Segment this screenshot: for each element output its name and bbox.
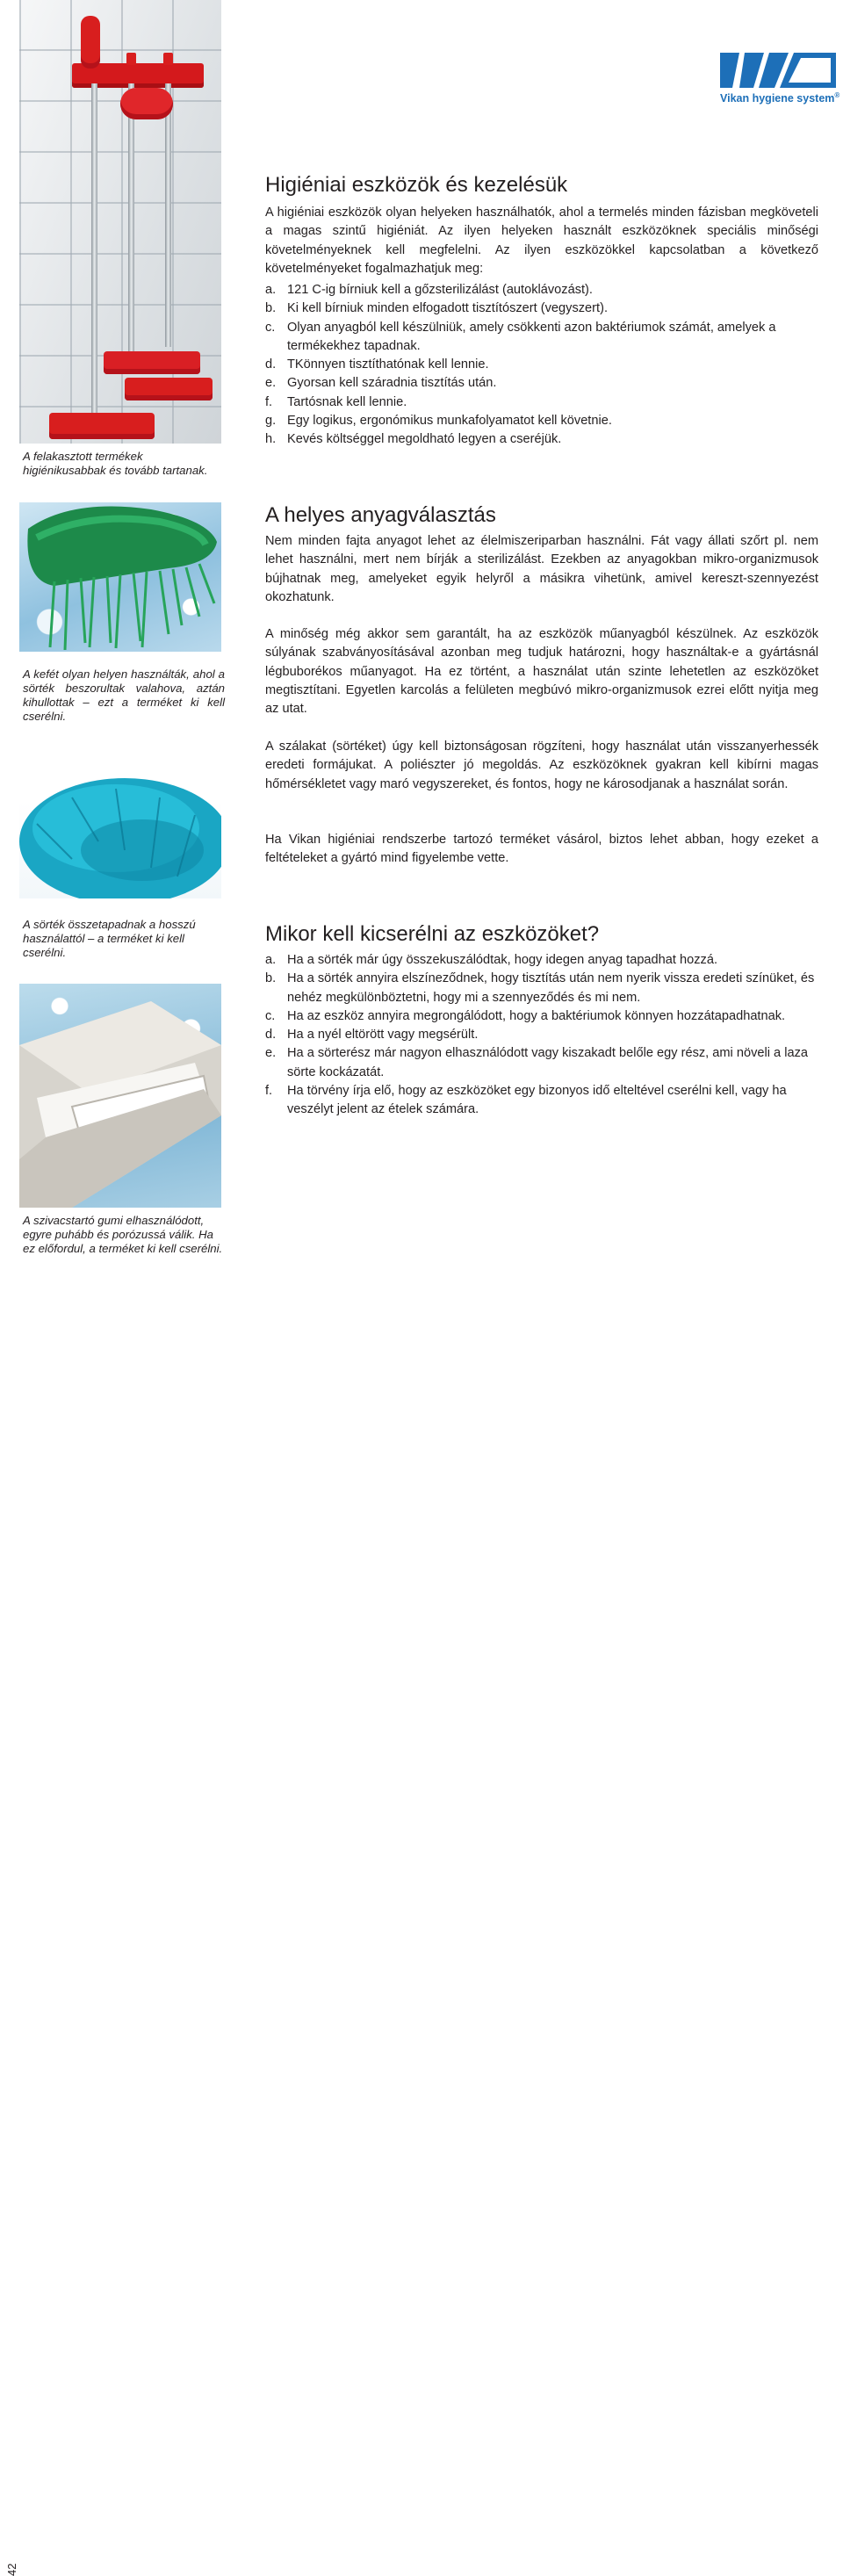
list-item [265,951,818,970]
list-item-marker: d. [265,1028,277,1043]
list-item-text: Gyorsan kell száradnia tisztítás után. [287,376,497,391]
list-item [265,412,827,430]
list-item [265,1044,818,1082]
section-title-hygiene-tools: Higiéniai eszközök és kezelésük [265,173,568,197]
list-item [265,1026,818,1044]
caption-squeegee: A szivacstartó gumi elhasználódott, egyre puhább és porózussá válik. Ha ez előfordul, a terméket ki kell cserélni. [23,1214,223,1255]
list-item-text: TKönnyen tisztíthatónak kell lennie. [287,357,489,372]
replacement-list [265,951,818,1120]
list-item-marker: c. [265,320,276,335]
logo-wordmark: Vikan hygiene system® [720,91,840,105]
squeegee-illustration [19,984,221,1208]
list-item-text: Ha a sörték már úgy összekuszálódtak, hogy idegen anyag tapadhat hozzá. [287,953,718,967]
list-item [265,1082,818,1120]
list-item-text: Egy logikus, ergonómikus munkafolyamatot kell követnie. [287,414,612,429]
section-title-replacement: Mikor kell kicserélni az eszközöket? [265,922,600,946]
list-item-marker: h. [265,432,277,447]
list-item-marker: d. [265,357,277,372]
list-item-text: Ha a nyél eltörött vagy megsérült. [287,1028,479,1043]
page-number: 42 [5,2563,18,2576]
list-item-text: 121 C-ig bírniuk kell a gőzsterilizálást (autoklávozást). [287,283,593,297]
list-item-text: Tartósnak kell lennie. [287,394,407,409]
section1-intro: A higiéniai eszközök olyan helyeken használhatók, ahol a termelés minden fázisban megköveteli a magas szintű higiéniát. Az ilyen helyeken használt eszközöknek speciális minőségi követelményeknek kell megfelelni. Az ilyen eszközökkel kapcsolatban a következő követelményeket fogalmazhatjuk meg: [265,206,818,276]
page-number-container [5,1295,18,2576]
list-item-text: Ha az eszköz annyira megrongálódott, hogy a baktériumok könnyen hozzátapadhatnak. [287,1008,786,1023]
material-paragraph-4: Ha Vikan higiéniai rendszerbe tartozó terméket vásárol, biztos lehet abban, hogy ezeket a feltételeket a gyártó mind figyelembe vette. [265,833,818,866]
blue-brush-illustration [19,736,221,898]
requirements-list [265,281,827,450]
list-item-marker: b. [265,301,277,316]
squeegee-photo [19,984,221,1208]
caption-blue-brush: A sörték összetapadnak a hosszú használattól – a terméket ki kell cserélni. [23,918,196,959]
section-title-material-choice: A helyes anyagválasztás [265,503,496,527]
list-item [265,374,827,393]
list-item-marker: a. [265,283,277,297]
list-item-marker: e. [265,376,277,391]
list-item-text: Kevés költséggel megoldható legyen a cseréjük. [287,432,562,447]
list-item-text: Ha törvény írja elő, hogy az eszközöket egy bizonyos idő elteltével cserélni kell, vagy ha veszélyt jelent az ételek számára. [287,1084,787,1117]
list-item-marker: f. [265,1084,273,1099]
list-item-marker: c. [265,1008,276,1023]
caption-hanging-products: A felakasztott termékek higiénikusabbak és tovább tartanak. [23,450,208,477]
list-item-marker: a. [265,953,277,967]
list-item-text: Olyan anyagból kell készülniük, amely csökkenti azon baktériumok számát, amelyek a termékekhez tapadnak. [287,320,776,353]
list-item [265,430,827,449]
blue-brush-photo [19,736,221,898]
list-item [265,281,827,299]
green-brush-illustration [19,502,221,652]
list-item [265,970,818,1007]
list-item [265,299,827,318]
material-paragraph-1: Nem minden fajta anyagot lehet az élelmiszeriparban használni. Fát vagy állati szőrt pl. nem lehet használni, mert nem bírják a sterilizálást. Ezekben az anyagokban mikro-organizmusok bújhatnak meg, amelyeket egyik helyről a másikra vihetünk, amivel kereszt-szennyezést okozhatunk. [265,534,818,604]
list-item-marker: f. [265,394,273,409]
caption-green-brush: A kefét olyan helyen használták, ahol a sörték beszorultak valahova, aztán kihullottak – ezt a terméket ki kell cserélni. [23,667,225,723]
list-item [265,319,827,357]
list-item-marker: b. [265,971,277,986]
green-brush-photo [19,502,221,652]
hanging-brushes-photo [19,0,221,444]
list-item-text: Ha a sörték annyira elszíneződnek, hogy tisztítás után nem nyerik vissza eredeti színüket, és nehéz megkülönböztetni, hogy mi a szennyeződés és mi nem. [287,971,815,1005]
list-item [265,356,827,374]
list-item-text: Ki kell bírniuk minden elfogadott tisztítószert (vegyszert). [287,301,608,316]
material-paragraph-3: A szálakat (sörtéket) úgy kell biztonságosan rögzíteni, hogy használat után visszanyerhessék eredeti formájukat. A poliészter jó megoldás. Az eszközöknek gyakran kell kibírni magas hőmérsékletet vagy maró vegyszereket, és fontos, hogy ne károsodjanak a használat során. [265,740,818,791]
list-item-marker: e. [265,1046,277,1061]
list-item [265,393,827,412]
list-item-marker: g. [265,414,277,429]
material-paragraph-2: A minőség még akkor sem garantált, ha az eszközök műanyagból készülnek. Az eszközök súlyának szabványosításával azonban meg tudjuk határozni, hogy használtak-e a gyártásnál légbuborékos műanyagot. Ha ez történt, a használat után szinte lehetetlen az eszközöket megtisztítani. Egyetlen karcolás a felületen megbúvó mikro-organizmusok ezrei előtt nyitja meg az utat. [265,627,818,717]
list-item [265,1007,818,1026]
list-item-text: Ha a sörterész már nagyon elhasználódott vagy kiszakadt belőle egy rész, ami növeli a laza sörte kockázatát. [287,1046,808,1079]
